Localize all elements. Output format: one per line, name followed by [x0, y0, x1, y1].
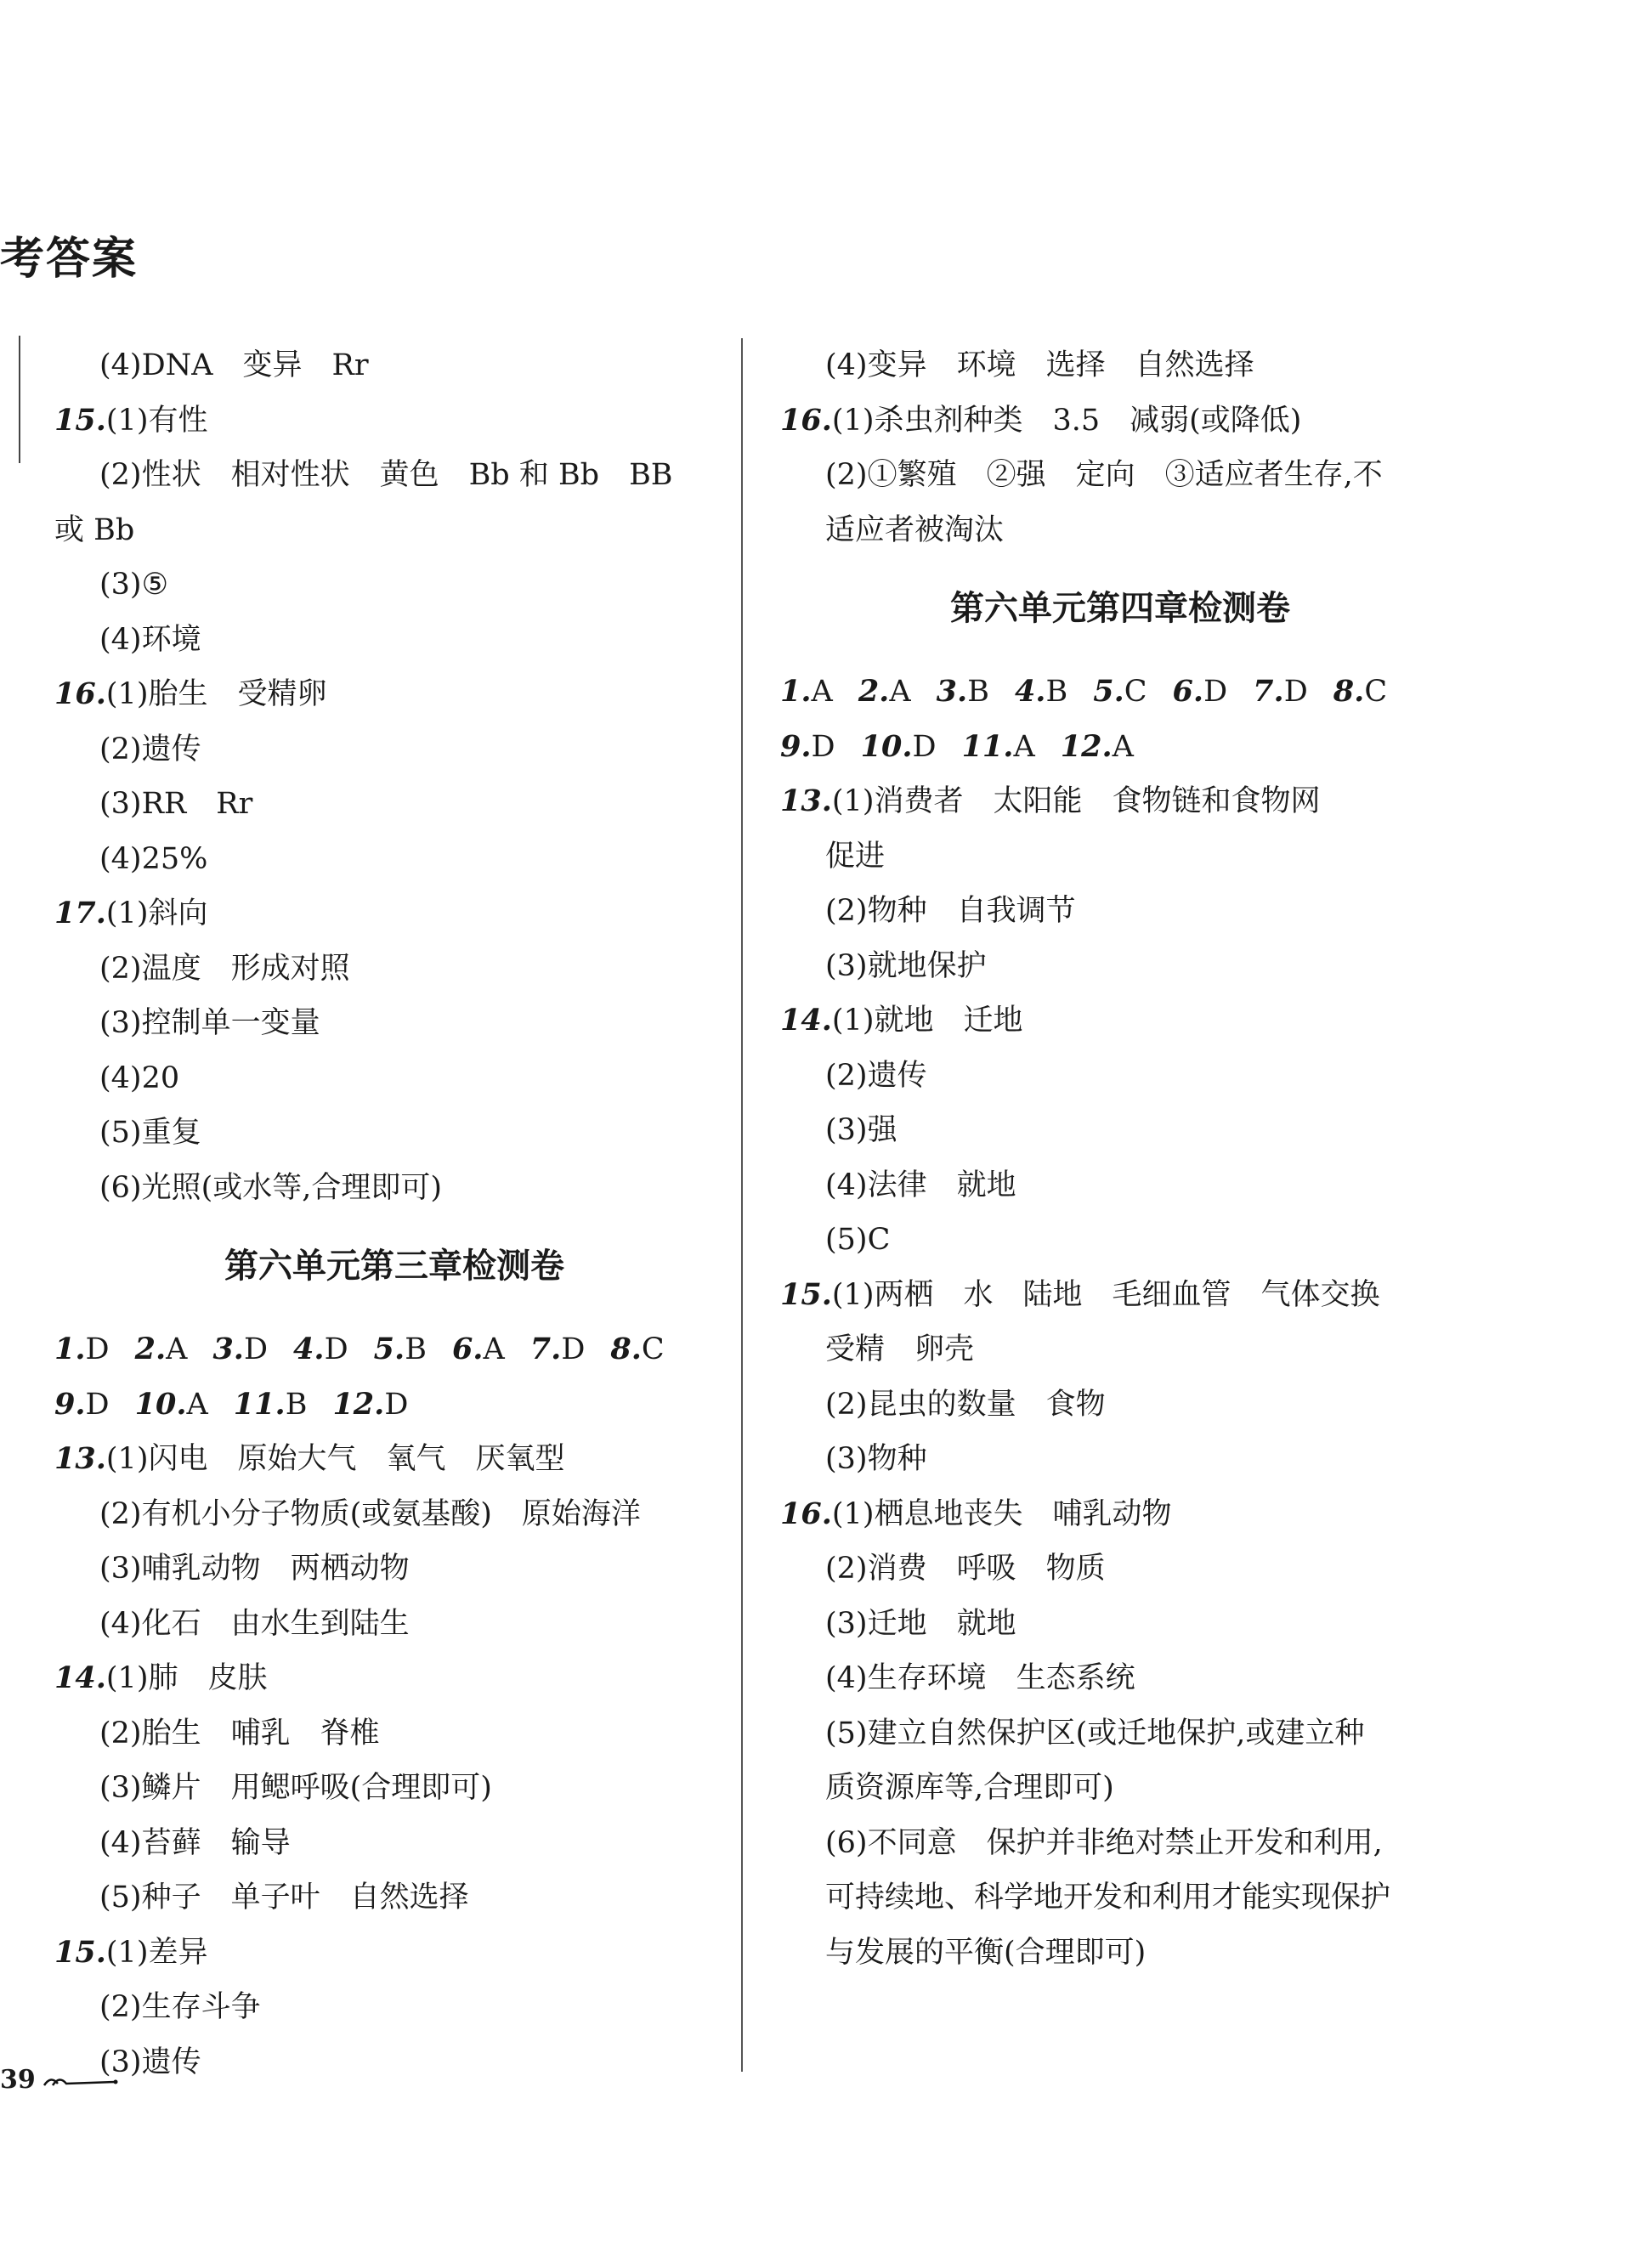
answer-line: [780, 1158, 1460, 1213]
question-number: 15.: [54, 402, 106, 438]
mc-answer-row: [54, 1322, 734, 1377]
answer-line: [780, 1268, 1460, 1323]
answer-text: 可持续地、科学地开发和利用才能实现保护: [825, 1881, 1391, 1915]
answer-line: [780, 1706, 1460, 1762]
answer-text: (3)迁地 就地: [825, 1606, 1016, 1641]
answer-line: [780, 338, 1460, 393]
left-column: [54, 338, 734, 2090]
mc-question-number: 7.: [529, 1332, 562, 1366]
answer-line: [54, 1487, 734, 1542]
mc-choice: D: [85, 1332, 110, 1366]
mc-choice: D: [1283, 675, 1308, 709]
answer-line: [54, 777, 734, 832]
mc-choice: A: [1013, 729, 1035, 764]
answer-text: (3)⑤: [99, 568, 168, 602]
answer-line: [54, 448, 734, 503]
page-title: 考答案: [0, 234, 139, 285]
mc-question-number: 7.: [1253, 674, 1284, 709]
mc-question-number: 12.: [1060, 728, 1113, 764]
mc-answer: [530, 1332, 586, 1366]
answer-line: [780, 1432, 1460, 1487]
answer-text: (5)重复: [99, 1116, 201, 1150]
answer-line: [54, 832, 734, 887]
answer-text: (1)杀虫剂种类 3.5 减弱(或降低): [831, 403, 1302, 438]
mc-answer: [1173, 675, 1228, 709]
mc-answer: [212, 1332, 268, 1366]
answer-line: [780, 1926, 1460, 1981]
mc-answer: [1061, 730, 1134, 764]
answer-line: [54, 886, 734, 942]
mc-answer: [1253, 675, 1308, 709]
answer-line: [780, 1103, 1460, 1158]
answer-lines: [54, 338, 734, 1215]
question-number: 13.: [780, 783, 832, 818]
question-number: 16.: [780, 402, 832, 438]
mc-answer: [135, 1388, 208, 1422]
answer-line: [54, 1926, 734, 1981]
column-divider: [741, 338, 743, 2072]
answer-text: (4)苔藓 输导: [99, 1825, 291, 1860]
mc-choice: B: [1045, 675, 1068, 709]
answer-line: [780, 393, 1460, 449]
answer-line: [780, 1049, 1460, 1104]
mc-choice: D: [85, 1387, 110, 1422]
answer-line: [54, 722, 734, 778]
answer-line: [54, 1597, 734, 1652]
left-margin-rule: [19, 336, 20, 463]
mc-question-number: 3.: [936, 674, 968, 709]
answer-line: [780, 1870, 1460, 1926]
answer-line: [780, 1213, 1460, 1268]
answer-line: [780, 448, 1460, 503]
answer-line: [54, 338, 734, 393]
mc-answer: [135, 1332, 188, 1366]
mc-answer: [332, 1388, 408, 1422]
mc-answer-row: [54, 1377, 734, 1433]
mc-question-number: 12.: [332, 1386, 385, 1422]
answer-lines: [54, 1432, 734, 2090]
answer-text: (4)环境: [99, 622, 201, 657]
answer-line: [54, 1051, 734, 1106]
answer-line: [54, 996, 734, 1051]
answer-text: (1)两栖 水 陆地 毛细血管 气体交换: [831, 1277, 1380, 1312]
answer-line: [54, 1706, 734, 1762]
mc-answer: [861, 730, 937, 764]
mc-question-number: 4.: [1014, 674, 1046, 709]
mc-question-number: 3.: [212, 1332, 244, 1366]
answer-text: (1)胎生 受精卵: [105, 677, 327, 711]
answer-text: (3)强: [825, 1113, 897, 1147]
section-heading: 第六单元第三章检测卷: [224, 1247, 564, 1286]
answer-text: (4)法律 就地: [825, 1168, 1016, 1202]
answer-text: (1)消费者 太阳能 食物链和食物网: [831, 784, 1321, 818]
mc-answer: [858, 675, 911, 709]
question-number: 15.: [54, 1934, 106, 1970]
answer-text: (4)20: [99, 1060, 180, 1095]
answer-line: [54, 1651, 734, 1706]
right-column: [780, 338, 1460, 1980]
mc-answer: [1015, 675, 1067, 709]
answer-text: 与发展的平衡(合理即可): [825, 1935, 1147, 1970]
mc-answer: [293, 1332, 348, 1366]
answer-text: (4)变异 环境 选择 自然选择: [825, 348, 1254, 382]
mc-question-number: 9.: [780, 728, 812, 764]
answer-line: [780, 1761, 1460, 1816]
answer-line: [780, 1651, 1460, 1706]
mc-choice: B: [967, 675, 989, 709]
answer-text: (2)胎生 哺乳 脊椎: [99, 1716, 380, 1750]
answer-text: 或 Bb: [54, 512, 135, 547]
mc-question-number: 10.: [134, 1386, 187, 1422]
mc-question-number: 6.: [1172, 674, 1204, 709]
question-number: 14.: [780, 1003, 832, 1038]
answer-text: (2)遗传: [99, 732, 201, 766]
mc-answer: [937, 675, 989, 709]
answer-line: [54, 1541, 734, 1597]
answer-text: (3)哺乳动物 两栖动物: [99, 1552, 410, 1586]
mc-answer: [54, 1332, 110, 1366]
answer-line: [54, 667, 734, 722]
mc-question-number: 1.: [54, 1332, 86, 1366]
mc-choice: C: [641, 1332, 665, 1366]
answer-text: (1)斜向: [105, 896, 208, 930]
answer-text: (5)种子 单子叶 自然选择: [99, 1881, 469, 1915]
mc-answer: [1333, 675, 1387, 709]
answer-text: (1)闪电 原始大气 氧气 厌氧型: [105, 1442, 565, 1476]
answer-line: [780, 1487, 1460, 1542]
mc-answer: [780, 730, 835, 764]
mc-choice: A: [889, 675, 911, 709]
answer-line: [54, 1980, 734, 2035]
mc-choice: D: [1203, 675, 1228, 709]
mc-choice: A: [166, 1332, 188, 1366]
answer-text: (3)就地保护: [825, 948, 987, 983]
mc-answer: [452, 1332, 505, 1366]
answer-line: [54, 1432, 734, 1487]
answer-line: [54, 393, 734, 449]
answer-text: (3)鳞片 用鳃呼吸(合理即可): [99, 1771, 492, 1805]
answer-line: [54, 1816, 734, 1871]
answer-text: (2)消费 呼吸 物质: [825, 1552, 1106, 1586]
footer-swoosh-icon: [42, 2073, 119, 2087]
answer-text: (4)25%: [99, 841, 208, 876]
answer-line: [780, 939, 1460, 994]
answer-text: (1)肺 皮肤: [105, 1661, 268, 1695]
answer-text: (5)C: [825, 1223, 891, 1257]
mc-question-number: 9.: [54, 1386, 86, 1422]
answer-text: (3)RR Rr: [99, 787, 253, 821]
answer-text: 促进: [825, 839, 886, 874]
mc-choice: C: [1364, 675, 1388, 709]
mc-question-number: 5.: [373, 1332, 405, 1366]
answer-line: [54, 503, 734, 558]
mc-choice: D: [324, 1332, 348, 1366]
answer-text: (2)性状 相对性状 黄色 Bb 和 Bb BB: [99, 458, 673, 492]
answer-text: (4)化石 由水生到陆生: [99, 1606, 410, 1641]
mc-answer-row: [780, 720, 1460, 775]
answer-line: [54, 942, 734, 997]
mc-answer: [234, 1388, 308, 1422]
question-number: 16.: [54, 676, 106, 711]
question-number: 14.: [54, 1660, 106, 1695]
mc-choice: B: [285, 1387, 308, 1422]
mc-question-number: 5.: [1093, 674, 1124, 709]
answer-line: [54, 613, 734, 668]
answer-line: [780, 1377, 1460, 1433]
answer-line: [780, 993, 1460, 1049]
mc-question-number: 4.: [293, 1332, 325, 1366]
answer-line: [780, 1816, 1460, 1871]
answer-text: (2)温度 形成对照: [99, 951, 350, 986]
mc-choice: A: [1112, 729, 1134, 764]
mc-question-number: 10.: [860, 728, 913, 764]
answer-text: 质资源库等,合理即可): [825, 1771, 1114, 1805]
mc-answer: [54, 1388, 110, 1422]
mc-question-number: 2.: [858, 674, 890, 709]
mc-choice: C: [1124, 675, 1147, 709]
answer-line: [780, 884, 1460, 939]
mc-answer: [1093, 675, 1147, 709]
mc-choice: D: [561, 1332, 586, 1366]
mc-choice: D: [912, 729, 937, 764]
mc-answer-row: [780, 665, 1460, 720]
answer-line: [54, 1161, 734, 1216]
mc-question-number: 8.: [1333, 674, 1365, 709]
mc-question-number: 6.: [451, 1332, 484, 1366]
mc-choice: B: [405, 1332, 427, 1366]
answer-text: (3)控制单一变量: [99, 1006, 320, 1040]
answer-text: (6)光照(或水等,合理即可): [99, 1170, 443, 1205]
answer-text: (6)不同意 保护并非绝对禁止开发和利用,: [825, 1825, 1383, 1860]
answer-text: (2)生存斗争: [99, 1990, 261, 2024]
question-number: 15.: [780, 1276, 832, 1312]
answer-line: [54, 1870, 734, 1926]
answer-text: (2)遗传: [825, 1058, 927, 1093]
answer-text: (1)就地 迁地: [831, 1004, 1023, 1038]
answer-text: (2)物种 自我调节: [825, 894, 1076, 928]
answer-line: [780, 503, 1460, 558]
answer-text: (2)有机小分子物质(或氨基酸) 原始海洋: [99, 1496, 641, 1531]
mc-answer: [962, 730, 1035, 764]
answer-text: (1)差异: [105, 1935, 208, 1970]
mc-choice: A: [483, 1332, 505, 1366]
answer-lines: [780, 774, 1460, 1980]
answer-text: (1)有性: [105, 403, 208, 438]
answer-text: (2)昆虫的数量 食物: [825, 1387, 1106, 1422]
answer-line: [780, 1541, 1460, 1597]
mc-answer: [780, 675, 833, 709]
answer-line: [780, 829, 1460, 885]
answer-line: [780, 1322, 1460, 1377]
mc-question-number: 8.: [610, 1332, 642, 1366]
question-number: 17.: [54, 896, 106, 930]
answer-text: (2)①繁殖 ②强 定向 ③适应者生存,不: [825, 458, 1383, 492]
answer-lines: [780, 338, 1460, 557]
answer-text: 受精 卵壳: [825, 1332, 975, 1366]
page-number: 39: [0, 2065, 36, 2095]
answer-line: [780, 1597, 1460, 1652]
answer-line: [54, 557, 734, 613]
mc-choice: A: [811, 675, 833, 709]
question-number: 16.: [780, 1496, 832, 1531]
mc-question-number: 11.: [233, 1386, 286, 1422]
answer-line: [54, 1106, 734, 1161]
answer-text: (1)栖息地丧失 哺乳动物: [831, 1496, 1172, 1531]
answer-line: [54, 1761, 734, 1816]
mc-question-number: 11.: [961, 728, 1014, 764]
mc-choice: A: [186, 1387, 208, 1422]
answer-text: (3)物种: [825, 1442, 927, 1476]
mc-question-number: 2.: [134, 1332, 167, 1366]
mc-answer: [610, 1332, 664, 1366]
answer-text: (5)建立自然保护区(或迁地保护,或建立种: [825, 1716, 1365, 1750]
section-heading: 第六单元第四章检测卷: [950, 589, 1290, 628]
answer-line: [54, 2035, 734, 2090]
answer-text: 适应者被淘汰: [825, 512, 1005, 547]
mc-question-number: 1.: [780, 674, 812, 709]
answer-text: (4)生存环境 生态系统: [825, 1661, 1135, 1695]
mc-choice: D: [811, 729, 835, 764]
mc-choice: D: [243, 1332, 269, 1366]
mc-choice: D: [384, 1387, 409, 1422]
answer-line: [780, 774, 1460, 829]
mc-answer: [374, 1332, 427, 1366]
answer-text: (3)遗传: [99, 2045, 201, 2079]
answer-text: (4)DNA 变异 Rr: [99, 348, 369, 382]
question-number: 13.: [54, 1441, 106, 1476]
